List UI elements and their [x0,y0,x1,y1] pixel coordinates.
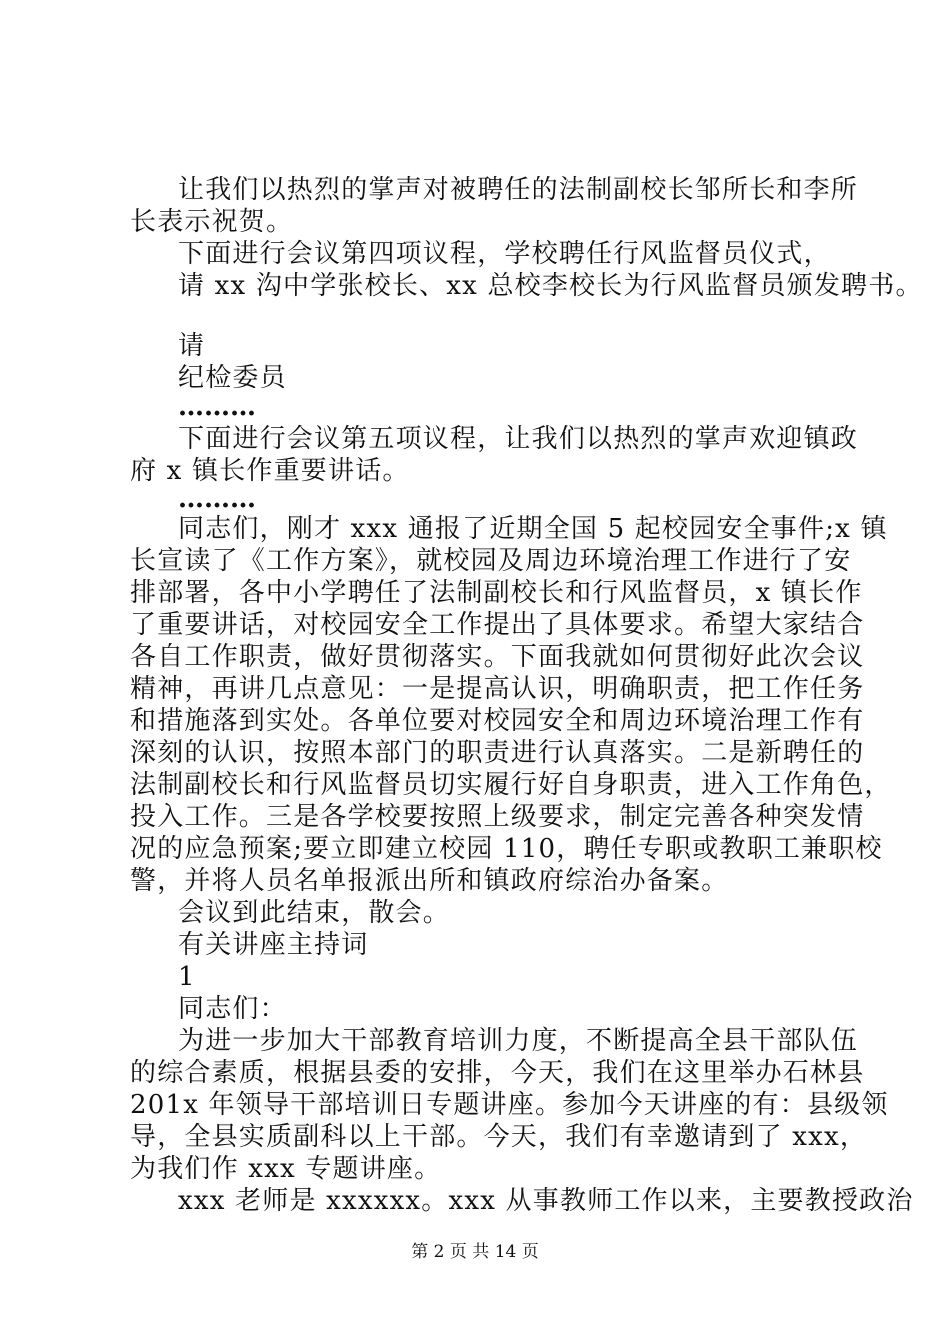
paragraph-line: 深刻的认识，按照本部门的职责进行认真落实。二是新聘任的 [130,738,865,768]
paragraph-line: 投入工作。三是各学校要按照上级要求，制定完善各种突发情 [130,802,865,832]
paragraph-line: 各自工作职责，做好贯彻落实。下面我就如何贯彻好此次会议 [130,642,865,672]
paragraph-line: 为我们作 xxx 专题讲座。 [130,1154,442,1184]
paragraph-line: 精神，再讲几点意见：一是提高认识，明确职责，把工作任务 [130,674,865,704]
salutation: 同志们： [178,994,287,1024]
paragraph-line: 同志们，刚才 xxx 通报了近期全国 5 起校园安全事件;x 镇 [178,514,888,544]
paragraph-line: 会议到此结束，散会。 [178,898,451,928]
paragraph-line: 201x 年领导干部培训日专题讲座。参加今天讲座的有：县级领 [130,1090,889,1120]
paragraph-line: 下面进行会议第四项议程，学校聘任行风监督员仪式， [178,239,831,269]
paragraph-line: 了重要讲话，对校园安全工作提出了具体要求。希望大家结合 [130,610,865,640]
paragraph-line: 和措施落到实处。各单位要对校园安全和周边环境治理工作有 [130,706,865,736]
paragraph-line: 导，全县实质副科以上干部。今天，我们有幸邀请到了 xxx， [130,1122,868,1152]
paragraph-line: 长宣读了《工作方案》，就校园及周边环境治理工作进行了安 [130,546,852,576]
paragraph-line: xxx 老师是 xxxxxx。xxx 从事教师工作以来，主要教授政治 [178,1186,914,1216]
paragraph-line: 为进一步加大干部教育培训力度，不断提高全县干部队伍 [178,1026,859,1056]
paragraph-line: 况的应急预案;要立即建立校园 110，聘任专职或教职工兼职校 [130,834,883,864]
paragraph-line: 下面进行会议第五项议程，让我们以热烈的掌声欢迎镇政 [178,424,859,454]
paragraph-line: 长表示祝贺。 [130,207,294,237]
ellipsis-line: ……… [178,484,256,514]
section-number: 1 [178,962,196,992]
paragraph-line: 法制副校长和行风监督员切实履行好自身职责，进入工作角色， [130,770,892,800]
paragraph-line: 让我们以热烈的掌声对被聘任的法制副校长邹所长和李所 [178,175,859,205]
paragraph-line: 的综合素质，根据县委的安排，今天，我们在这里举办石林县 [130,1058,865,1088]
paragraph-line: 请 [178,331,206,361]
ellipsis-line: ……… [178,392,256,422]
page-footer: 第 2 页 共 14 页 [411,1242,539,1262]
paragraph-line: 警，并将人员名单报派出所和镇政府综治办备案。 [130,866,729,896]
paragraph-line: 纪检委员 [178,363,287,393]
paragraph-line: 请 xx 沟中学张校长、xx 总校李校长为行风监督员颁发聘书。 [178,271,923,301]
paragraph-line: 排部署，各中小学聘任了法制副校长和行风监督员，x 镇长作 [130,578,863,608]
section-heading: 有关讲座主持词 [178,930,369,960]
paragraph-line: 府 x 镇长作重要讲话。 [130,456,410,486]
